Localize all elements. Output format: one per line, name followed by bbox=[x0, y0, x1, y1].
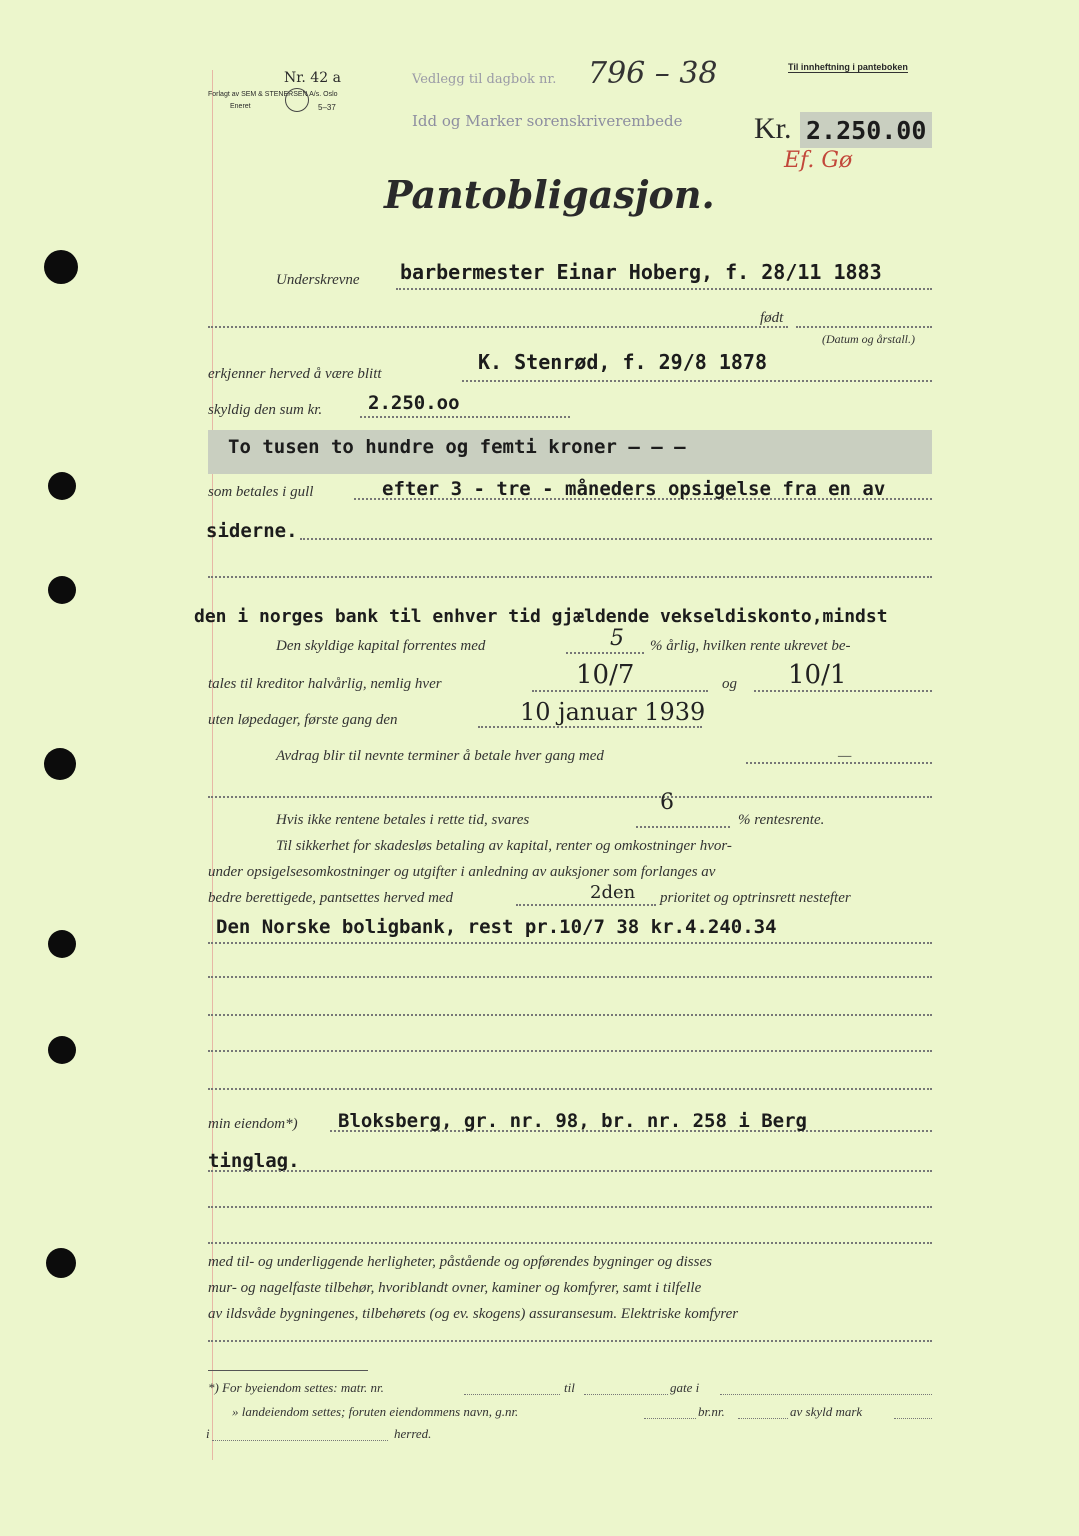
rente-line-3a: uten løpedager, første gang den bbox=[208, 712, 398, 728]
betales-value: efter 3 - tre - måneders opsigelse fra en av bbox=[382, 478, 886, 500]
med-line-2: mur- og nagelfaste tilbehør, hvoriblandt ovner, kaminer og komfyrer, samt i tilfelle bbox=[208, 1280, 702, 1296]
kr-label: Kr. bbox=[754, 112, 792, 145]
date-1: 10/7 bbox=[576, 660, 635, 690]
eiendom-value: Bloksberg, gr. nr. 98, br. nr. 258 i Berg bbox=[338, 1110, 807, 1132]
footnote-line-2c: av skyld mark bbox=[790, 1404, 863, 1419]
prioritet-value: 2den bbox=[590, 882, 636, 903]
punch-hole bbox=[46, 1248, 76, 1278]
footnote-line-1c: gate i bbox=[670, 1380, 700, 1395]
hvis-end: % rentesrente. bbox=[738, 812, 825, 828]
punch-hole bbox=[44, 250, 78, 284]
punch-hole bbox=[48, 1036, 76, 1064]
footnote-line-1a: *) For byeiendom settes: matr. nr. bbox=[208, 1380, 384, 1395]
til-line-1: Til sikkerhet for skadesløs betaling av kapital, renter og omkostninger hvor- bbox=[276, 838, 732, 854]
betales-label: som betales i gull bbox=[208, 484, 314, 500]
creditor-value: K. Stenrød, f. 29/8 1878 bbox=[478, 350, 767, 374]
eiendom-label: min eiendom*) bbox=[208, 1116, 298, 1132]
rate-typed: den i norges bank til enhver tid gjældende vekseldiskonto,mindst bbox=[194, 606, 888, 627]
footnote-line-1b: til bbox=[564, 1380, 575, 1395]
rente-line-1b: % årlig, hvilken rente ukrevet be- bbox=[650, 638, 851, 654]
punch-hole bbox=[48, 576, 76, 604]
punch-hole bbox=[44, 748, 76, 780]
sum-value: 2.250.oo bbox=[368, 392, 460, 414]
med-line-3: av ildsvåde bygningenes, tilbehørets (og ev. skogens) assuransesum. Elektriske komfyrer bbox=[208, 1306, 739, 1322]
publisher-eneret: Eneret bbox=[230, 103, 251, 110]
eiendom-value-2: tinglag. bbox=[208, 1150, 300, 1172]
publisher-line: Forlagt av SEM & STENERSEN A/s. Oslo bbox=[208, 91, 338, 98]
initials: Ef. Gø bbox=[784, 148, 853, 173]
rente-pct: 5 bbox=[610, 626, 624, 651]
punch-hole bbox=[48, 930, 76, 958]
hvis-pct: 6 bbox=[660, 790, 674, 815]
kr-amount: 2.250.00 bbox=[806, 116, 927, 145]
footnote-line-2b: br.nr. bbox=[698, 1404, 725, 1419]
footnote-rule bbox=[208, 1370, 368, 1371]
form-number: Nr. 42 a bbox=[284, 70, 341, 86]
publisher-logo bbox=[285, 88, 309, 112]
avdrag-dash: — bbox=[838, 748, 852, 764]
footnote-line-3b: herred. bbox=[394, 1426, 432, 1441]
erkjenner-label: erkjenner herved å være blitt bbox=[208, 366, 382, 382]
til-line-3b: prioritet og optrinsrett nestefter bbox=[660, 890, 851, 906]
til-line-3a: bedre berettigede, pantsettes herved med bbox=[208, 890, 454, 906]
footnote-line-3a: i bbox=[206, 1426, 210, 1441]
stamp-line-2: Idd og Marker sorenskriverembede bbox=[412, 112, 683, 130]
prior-mortgage: Den Norske boligbank, rest pr.10/7 38 kr.4.240.34 bbox=[216, 916, 777, 938]
undersigned-value: barbermester Einar Hoberg, f. 28/11 1883 bbox=[400, 260, 882, 284]
avdrag-text: Avdrag blir til nevnte terminer å betale hver gang med bbox=[276, 748, 604, 764]
hvis-text: Hvis ikke rentene betales i rette tid, svares bbox=[276, 812, 530, 828]
date-2: 10/1 bbox=[788, 660, 847, 690]
stamp-line-1: Vedlegg til dagbok nr. bbox=[412, 72, 557, 87]
margin-line bbox=[212, 70, 213, 1460]
journal-number: 796 – 38 bbox=[588, 56, 718, 91]
fodt-label: født bbox=[760, 310, 784, 326]
undersigned-label: Underskrevne bbox=[276, 272, 360, 288]
first-date: 10 januar 1939 bbox=[520, 698, 706, 726]
datum-note: (Datum og årstall.) bbox=[822, 332, 915, 346]
betales-value-2: siderne. bbox=[206, 520, 298, 542]
skyldig-label: skyldig den sum kr. bbox=[208, 402, 323, 418]
footnote-line-2a: » landeiendom settes; foruten eiendommens navn, g.nr. bbox=[232, 1404, 519, 1419]
publisher-date: 5–37 bbox=[318, 103, 336, 112]
sum-words: To tusen to hundre og femti kroner – – – bbox=[228, 436, 686, 458]
rente-line-1a: Den skyldige kapital forrentes med bbox=[276, 638, 486, 654]
punch-hole bbox=[48, 472, 76, 500]
og-label: og bbox=[722, 676, 737, 692]
rente-line-2a: tales til kreditor halvårlig, nemlig hver bbox=[208, 676, 442, 692]
med-line-1: med til- og underliggende herligheter, påstående og opførendes bygninger og disses bbox=[208, 1254, 712, 1270]
til-line-2: under opsigelsesomkostninger og utgifter i anledning av auksjoner som forlanges av bbox=[208, 864, 716, 880]
top-right-note: Til innheftning i panteboken bbox=[788, 62, 908, 72]
document-title: Pantobligasjon. bbox=[384, 172, 715, 217]
